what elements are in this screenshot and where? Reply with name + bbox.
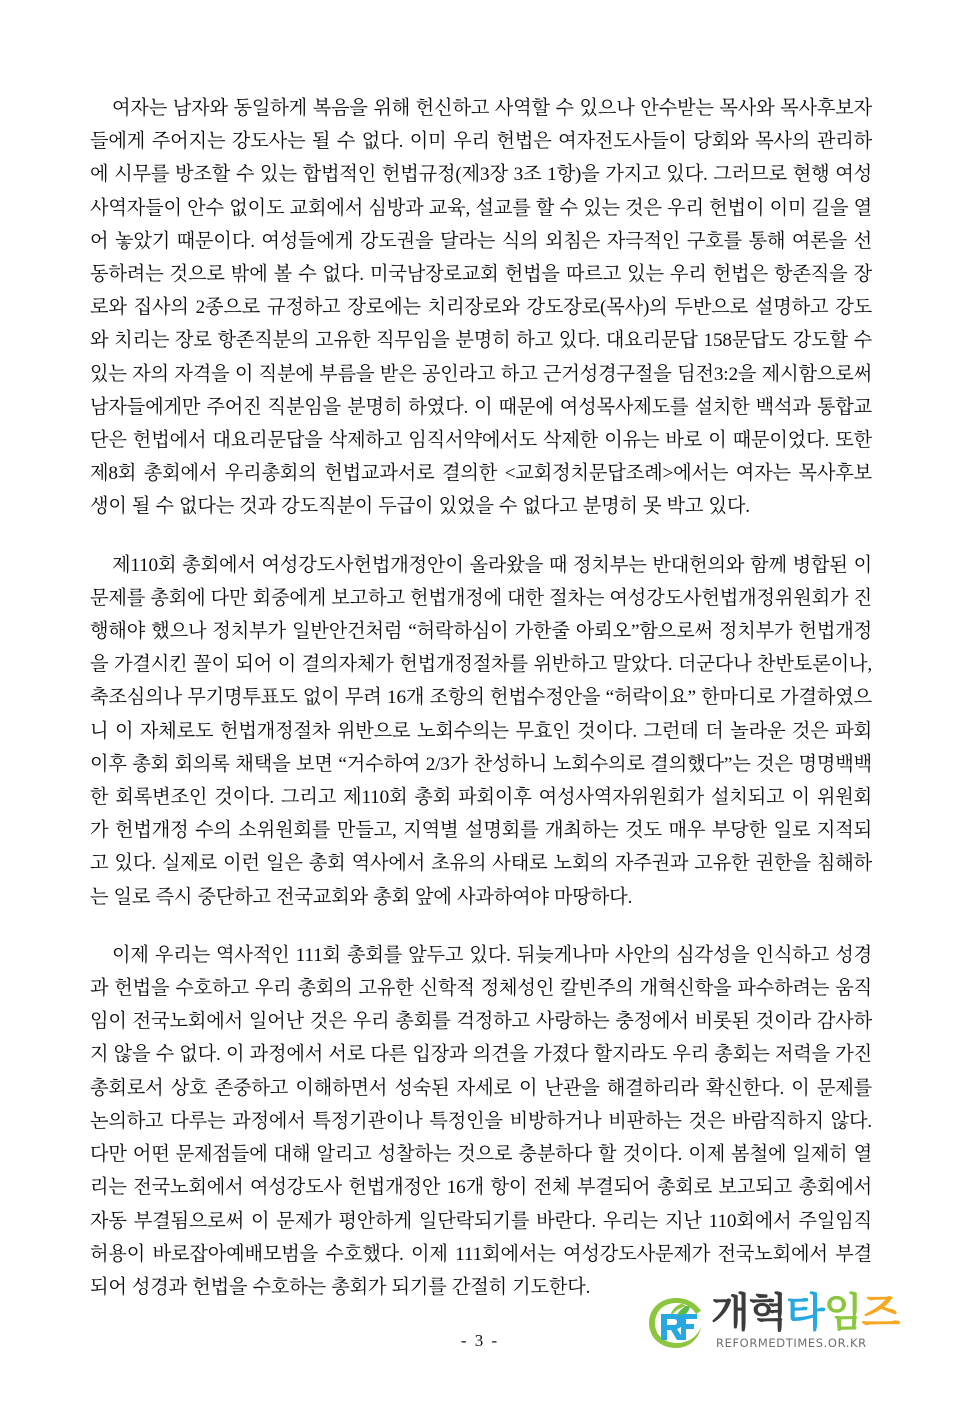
logo-wordmark [711,1290,899,1336]
logo-website-url: REFORMEDTIMES.OR.KR [716,1336,867,1350]
paragraph-3: 이제 우리는 역사적인 111회 총회를 앞두고 있다. 뒤늦게나마 사안의 심각성을 인식하고 성경과 헌법을 수호하고 우리 총회의 고유한 신학적 정체성인 칼빈주의 개혁신학을 파수하려는 움직임이 전국노회에서 일어난 것은 우리 총회를 걱정하고 사랑하는 충정에서 비롯된 것이라 감사하지 않을 수 없다. 이 과정에서 서로 다른 입장과 의견을 가졌다 할지라도 우리 총회는 저력을 가진 총회로서 상호 존중하고 이해하면서 성숙된 자세로 이 난관을 해결하리라 확신한다. 이 문제를 논의하고 다루는 과정에서 특정기관이나 특정인을 비방하거나 비판하는 것은 바람직하지 않다. 다만 어떤 문제점들에 대해 알리고 성찰하는 것으로 충분하다 할 것이다. 이제 봄철에 일제히 열리는 전국노회에서 여성강도사 헌법개정안 16개 항이 전체 부결되어 총회로 보고되고 총회에서 자동 부결됨으로써 이 문제가 평안하게 일단락되기를 바란다. 우리는 지난 110회에서 주일임직허용이 바로잡아예배모범을 수호했다. 이제 111회에서는 여성강도사문제가 전국노회에서 부결되어 성경과 헌법을 수호하는 총회가 되기를 간절히 기도한다. [90,944,872,1298]
logo-text-ta: 타 [786,1290,824,1336]
reformed-times-emblem-icon [645,1294,707,1352]
paragraph-1: 여자는 남자와 동일하게 복음을 위해 헌신하고 사역할 수 있으나 안수받는 목사와 목사후보자들에게 주어지는 강도사는 될 수 없다. 이미 우리 헌법은 여자전도사들이 당회와 목사의 관리하에 시무를 방조할 수 있는 합법적인 헌법규정(제3장 3조 1항)을 가지고 있다. 그러므로 현행 여성사역자들이 안수 없이도 교회에서 심방과 교육, 설교를 할 수 있는 것은 우리 헌법이 이미 길을 열어 놓았기 때문이다. 여성들에게 강도권을 달라는 식의 외침은 자극적인 구호를 통해 여론을 선동하려는 것으로 밖에 볼 수 없다. 미국남장로교회 헌법을 따르고 있는 우리 헌법은 항존직을 장로와 집사의 2종으로 규정하고 장로에는 치리장로와 강도장로(목사)의 두반으로 설명하고 강도와 치리는 장로 항존직분의 고유한 직무임을 분명히 하고 있다. 대요리문답 158문답도 강도할 수 있는 자의 자격을 이 직분에 부름을 받은 공인라고 하고 근거성경구절을 딤전3:2을 제시함으로써 남자들에게만 주어진 직분임을 분명히 하였다. 이 때문에 여성목사제도를 설치한 백석과 통합교단은 헌법에서 대요리문답을 삭제하고 임직서약에서도 삭제한 이유는 바로 이 때문이었다. 또한 제8회 총회에서 우리총회의 헌법교과서로 결의한 <교회정치문답조례>에서는 여자는 목사후보생이 될 수 없다는 것과 강도직분이 두급이 있었을 수 없다고 분명히 못 박고 있다. [90,98,872,518]
publisher-logo [643,1290,900,1358]
page-number: - 3 - [460,1331,500,1350]
logo-text-gaehyeok: 개혁 [711,1290,787,1336]
logo-text-jeu: 즈 [861,1290,900,1336]
page-body-text [90,92,872,1304]
logo-text-im: 임 [823,1290,862,1336]
paragraph-2: 제110회 총회에서 여성강도사헌법개정안이 올라왔을 때 정치부는 반대헌의와 함께 병합된 이 문제를 총회에 다만 회중에게 보고하고 헌법개정에 대한 절차는 여성강도사헌법개정위원회가 진행해야 했으나 정치부가 일반안건처럼 “허락하심이 가한줄 아뢰오”함으로써 정치부가 헌법개정을 가결시킨 꼴이 되어 이 결의자체가 헌법개정절차를 위반하고 말았다. 더군다나 찬반토론이나, 축조심의나 무기명투표도 없이 무려 16개 조항의 헌법수정안을 “허락이요” 한마디로 가결하였으니 이 자체로도 헌법개정절차 위반으로 노회수의는 무효인 것이다. 그런데 더 놀라운 것은 파회이후 총회 회의록 채택을 보면 “거수하여 2/3가 찬성하니 노회수의로 결의했다”는 것은 명명백백한 회록변조인 것이다. 그리고 제110회 총회 파회이후 여성사역자위원회가 설치되고 이 위원회가 헌법개정 수의 소위원회를 만들고, 지역별 설명회를 개최하는 것도 매우 부당한 일로 지적되고 있다. 실제로 이런 일은 총회 역사에서 초유의 사태로 노회의 자주권과 고유한 권한을 침해하는 일로 즉시 중단하고 전국교회와 총회 앞에 사과하여야 마땅하다. [90,554,872,908]
